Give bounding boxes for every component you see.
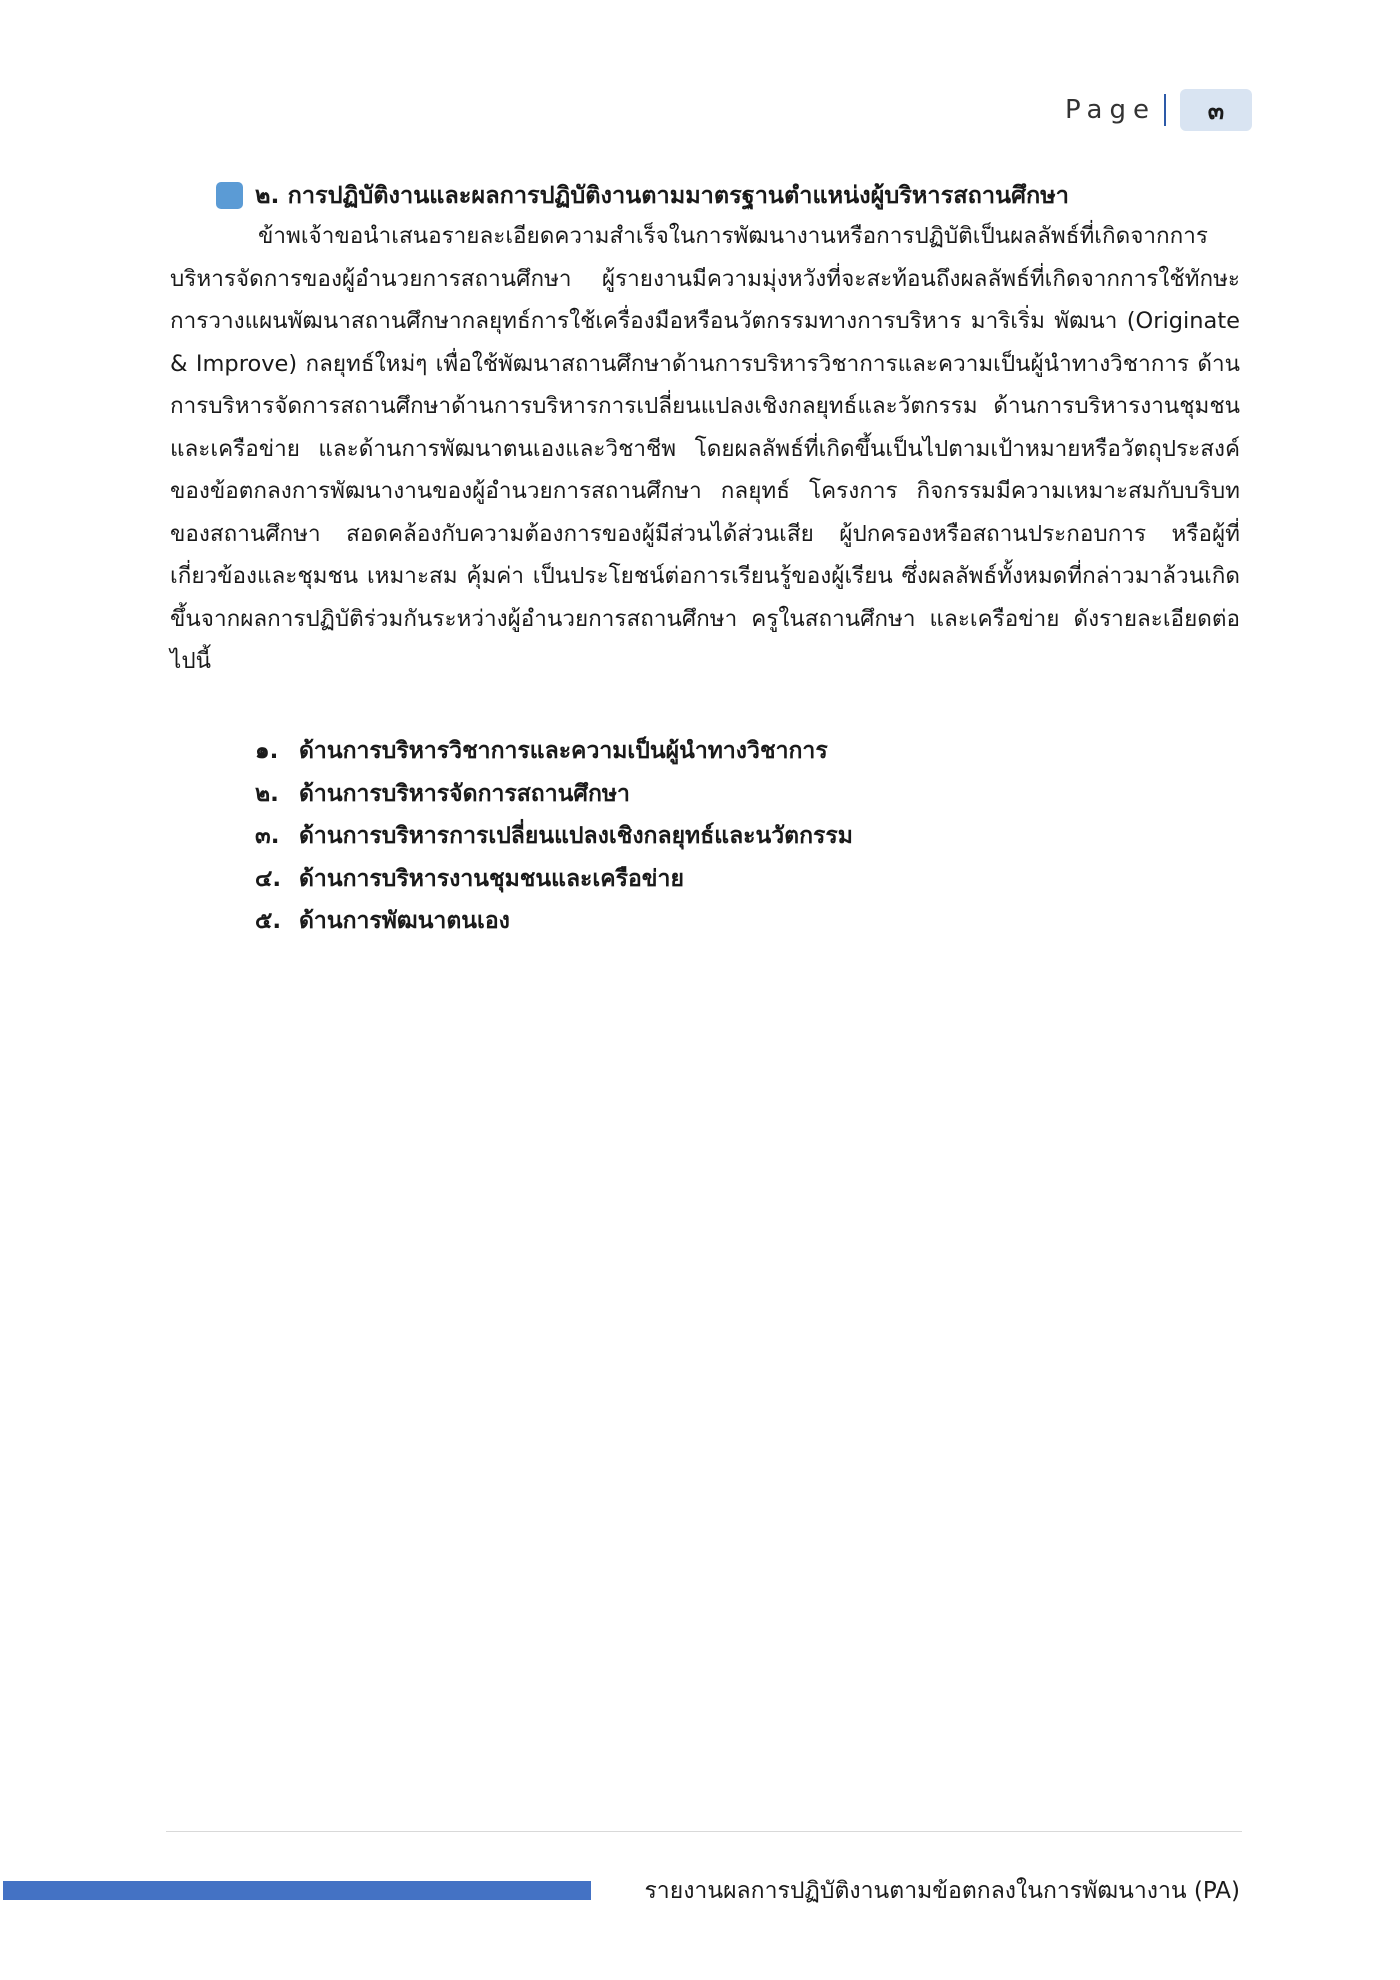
list-item-text: ด้านการบริหารการเปลี่ยนแปลงเชิงกลยุทธ์และนวัตกรรม — [299, 823, 853, 849]
heading-square-icon — [216, 182, 243, 209]
list-item-text: ด้านการพัฒนาตนเอง — [299, 908, 510, 934]
page-separator — [1164, 94, 1166, 126]
list-item-text: ด้านการบริหารวิชาการและความเป็นผู้นำทางวิชาการ — [299, 738, 828, 764]
list-item — [255, 773, 853, 816]
footer-title: รายงานผลการปฏิบัติงานตามข้อตกลงในการพัฒนางาน (PA) — [644, 1878, 1240, 1904]
page-label: Page — [1065, 95, 1156, 125]
list-item-number: ๕. — [255, 908, 282, 934]
list-item-number: ๓. — [255, 823, 280, 849]
list-item-text: ด้านการบริหารจัดการสถานศึกษา — [299, 780, 630, 807]
body-paragraph: ข้าพเจ้าขอนำเสนอรายละเอียดความสำเร็จในการพัฒนางานหรือการปฏิบัติเป็นผลลัพธ์ที่เกิดจากการบริหารจัดการของผู้อำนวยการสถานศึกษา ผู้รายงานมีความมุ่งหวังที่จะสะท้อนถึงผลลัพธ์ที่เกิดจากการใช้ทักษะการวางแผนพัฒนาสถานศึกษากลยุทธ์การใช้เครื่องมือหรือนวัตกรรมทางการบริหาร มาริเริ่ม พัฒนา (Originate & Improve) กลยุทธ์ใหม่ๆ เพื่อใช้พัฒนาสถานศึกษาด้านการบริหารวิชาการและความเป็นผู้นำทางวิชาการ ด้านการบริหารจัดการสถานศึกษาด้านการบริหารการเปลี่ยนแปลงเชิงกลยุทธ์และวัตกรรม ด้านการบริหารงานชุมชนและเครือข่าย และด้านการพัฒนาตนเองและวิชาชีพ โดยผลลัพธ์ที่เกิดขึ้นเป็นไปตามเป้าหมายหรือวัตถุประสงค์ของข้อตกลงการพัฒนางานของผู้อำนวยการสถานศึกษา กลยุทธ์ โครงการ กิจกรรมมีความเหมาะสมกับบริบทของสถานศึกษา สอดคล้องกับความต้องการของผู้มีส่วนได้ส่วนเสีย ผู้ปกครองหรือสถานประกอบการ หรือผู้ที่เกี่ยวข้องและชุมชน เหมาะสม คุ้มค่า เป็นประโยชน์ต่อการเรียนรู้ของผู้เรียน ซึ่งผลลัพธ์ทั้งหมดที่กล่าวมาล้วนเกิดขึ้นจากผลการปฏิบัติร่วมกันระหว่างผู้อำนวยการสถานศึกษา ครูในสถานศึกษา และเครือข่าย ดังรายละเอียดต่อไปนี้ — [170, 223, 1240, 674]
list-item-text: ด้านการบริหารงานชุมชนและเครือข่าย — [299, 865, 684, 892]
criteria-list — [255, 730, 853, 943]
list-item — [255, 900, 853, 943]
list-item-number: ๑. — [255, 738, 279, 764]
section-title: ๒. การปฏิบัติงานและผลการปฏิบัติงานตามมาตรฐานตำแหน่งผู้บริหารสถานศึกษา — [255, 181, 1069, 209]
list-item-number: ๔. — [255, 865, 282, 892]
page-number-badge: ๓ — [1180, 89, 1252, 131]
page-header — [1065, 88, 1252, 132]
list-item-number: ๒. — [255, 780, 279, 807]
list-item — [255, 858, 853, 901]
list-item — [255, 730, 853, 773]
list-item — [255, 815, 853, 858]
footer-divider — [166, 1831, 1242, 1832]
section-heading — [216, 175, 1250, 215]
footer-accent-bar — [3, 1881, 591, 1900]
